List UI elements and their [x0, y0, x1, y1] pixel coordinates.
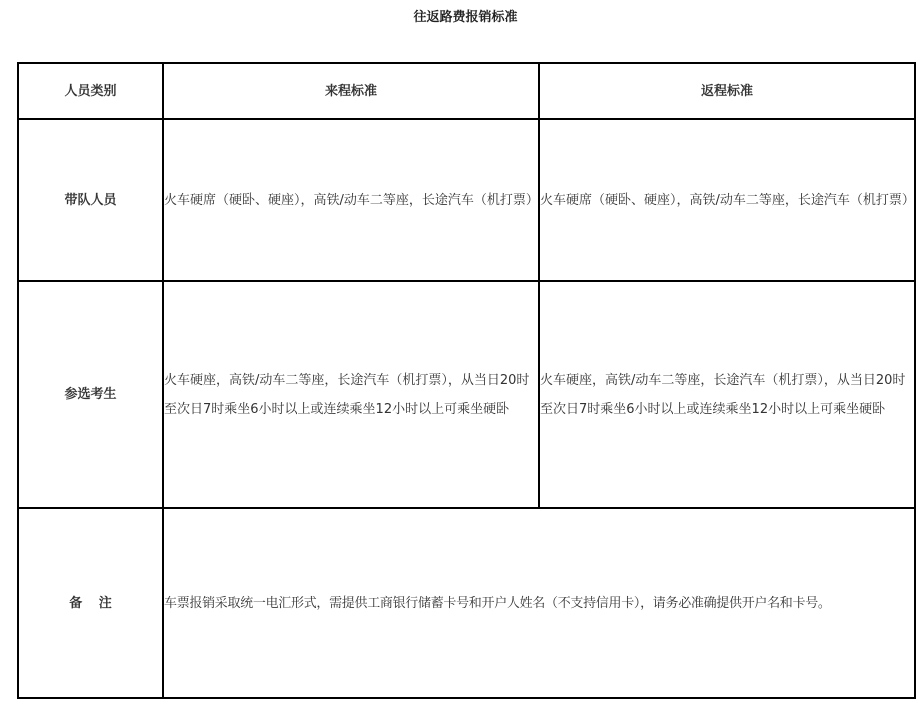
outbound-standard-candidate: 火车硬座，高铁/动车二等座，长途汽车（机打票），从当日20时至次日7时乘坐6小时以上或连续乘坐12小时以上可乘坐硬卧	[163, 281, 539, 508]
table-row-team-leader	[18, 119, 915, 281]
note-label: 备 注	[18, 508, 163, 698]
return-standard-candidate: 火车硬座，高铁/动车二等座，长途汽车（机打票），从当日20时至次日7时乘坐6小时以上或连续乘坐12小时以上可乘坐硬卧	[539, 281, 915, 508]
row-category-candidate: 参选考生	[18, 281, 163, 508]
row-category-team-leader: 带队人员	[18, 119, 163, 281]
note-text: 车票报销采取统一电汇形式，需提供工商银行储蓄卡号和开户人姓名（不支持信用卡），请务必准确提供开户名和卡号。	[163, 508, 915, 698]
outbound-standard-team-leader: 火车硬席（硬卧、硬座），高铁/动车二等座，长途汽车（机打票）	[163, 119, 539, 281]
reimbursement-table	[17, 62, 916, 699]
table-header-row	[18, 63, 915, 119]
header-return: 返程标准	[539, 63, 915, 119]
table-row-candidate	[18, 281, 915, 508]
page-title: 往返路费报销标准	[413, 10, 518, 25]
return-standard-team-leader: 火车硬席（硬卧、硬座），高铁/动车二等座，长途汽车（机打票）	[539, 119, 915, 281]
header-outbound: 来程标准	[163, 63, 539, 119]
table-row-note	[18, 508, 915, 698]
header-category: 人员类别	[18, 63, 163, 119]
